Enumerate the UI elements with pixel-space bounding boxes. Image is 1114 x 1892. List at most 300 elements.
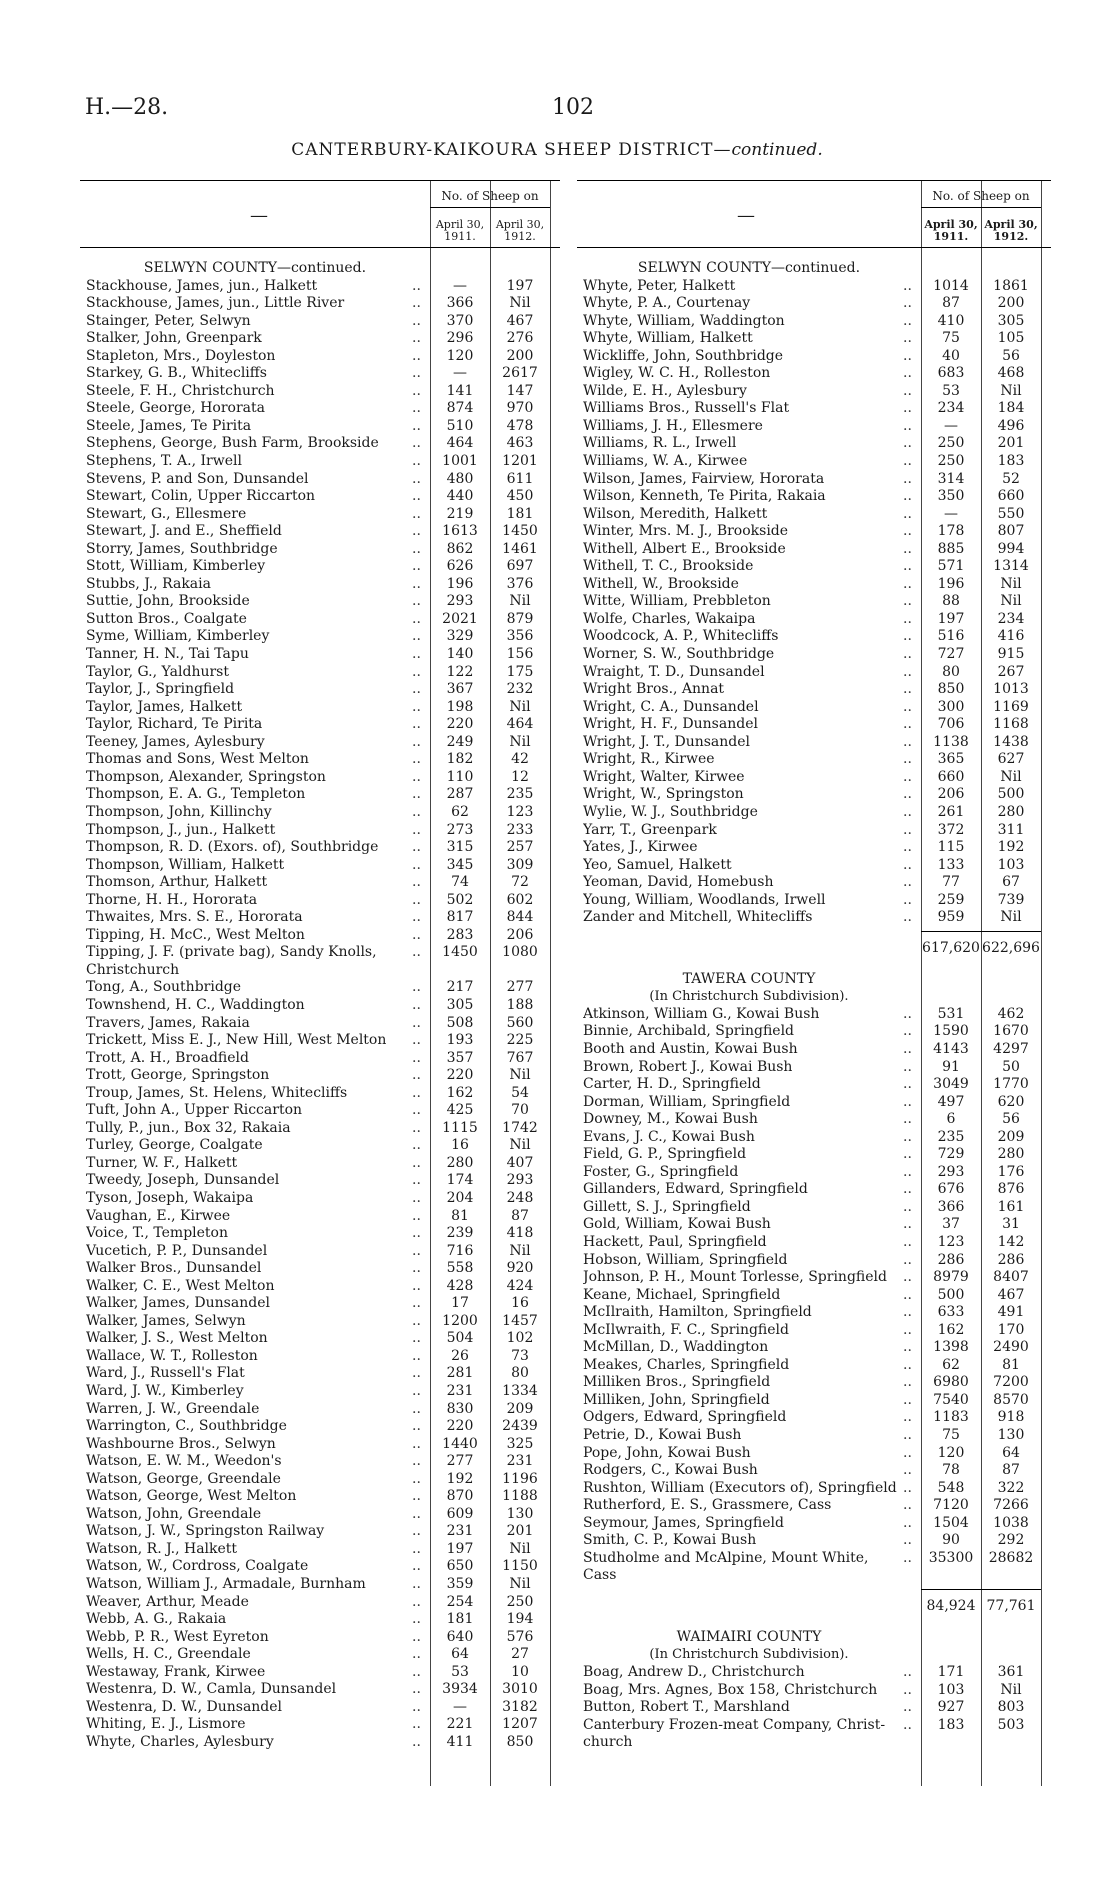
value-1911: 120 xyxy=(446,347,474,364)
leader-dots: .. xyxy=(903,1146,912,1163)
leader-dots: .. xyxy=(903,1321,912,1338)
entry-name: Wright, J. T., Dunsandel xyxy=(583,733,751,750)
value-1911: 571 xyxy=(937,558,965,575)
table-row xyxy=(80,1436,560,1454)
leader-dots: .. xyxy=(412,1312,421,1329)
value-1911: 508 xyxy=(446,1014,474,1031)
value-1912: 462 xyxy=(997,1005,1025,1022)
table-row xyxy=(80,1611,560,1629)
entry-name: Wylie, W. J., Southbridge xyxy=(583,803,758,820)
entry-name: Watson, William J., Armadale, Burnham xyxy=(86,1576,366,1593)
value-1912: 54 xyxy=(511,1084,529,1101)
value-1911: 296 xyxy=(446,330,474,347)
value-1912: 197 xyxy=(506,277,534,294)
value-1911: 4143 xyxy=(933,1040,969,1057)
entry-name: Tyson, Joseph, Wakaipa xyxy=(86,1189,254,1206)
leader-dots: .. xyxy=(412,1646,421,1663)
leader-dots: .. xyxy=(412,698,421,715)
entry-name: Thompson, R. D. (Exors. of), Southbridge xyxy=(86,839,379,856)
value-1911: 410 xyxy=(937,312,965,329)
right-column-header xyxy=(577,181,1051,248)
entry-name: Webb, A. G., Rakaia xyxy=(86,1611,227,1628)
leader-dots: .. xyxy=(412,803,421,820)
value-1912: Nil xyxy=(1000,575,1022,592)
value-1912: 81 xyxy=(1002,1356,1020,1373)
entry-name: Whyte, P. A., Courtenay xyxy=(583,295,751,312)
leader-dots: .. xyxy=(412,1154,421,1171)
value-1912: 602 xyxy=(506,891,534,908)
total-rule xyxy=(921,931,1041,932)
value-1911: 174 xyxy=(446,1172,474,1189)
table-row xyxy=(80,664,560,682)
leader-dots: .. xyxy=(903,435,912,452)
value-1912: 467 xyxy=(506,312,534,329)
value-1912: Nil xyxy=(1000,382,1022,399)
col-1912-header: April 30, 1912. xyxy=(495,218,545,243)
value-1912: 2617 xyxy=(502,365,538,382)
leader-dots: .. xyxy=(412,944,421,961)
table-row xyxy=(80,365,560,383)
value-1912: 1770 xyxy=(993,1076,1029,1093)
table-row xyxy=(577,1374,1051,1392)
value-1911: 315 xyxy=(446,839,474,856)
leader-dots: .. xyxy=(903,839,912,856)
table-row xyxy=(80,1348,560,1366)
value-1911: 120 xyxy=(937,1444,965,1461)
table-row xyxy=(80,979,560,997)
value-1911: 370 xyxy=(446,312,474,329)
table-row xyxy=(577,1497,1051,1515)
table-row xyxy=(577,1199,1051,1217)
value-1912: 234 xyxy=(997,610,1025,627)
value-1911: 425 xyxy=(446,1102,474,1119)
table-row xyxy=(80,909,560,927)
entry-name: Stephens, George, Bush Farm, Brookside xyxy=(86,435,379,452)
leader-dots: .. xyxy=(903,1339,912,1356)
table-row xyxy=(80,699,560,717)
leader-dots: .. xyxy=(412,1260,421,1277)
value-1911: 650 xyxy=(446,1558,474,1575)
value-1912: 130 xyxy=(506,1505,534,1522)
leader-dots: .. xyxy=(903,1058,912,1075)
table-row xyxy=(80,576,560,594)
table-row xyxy=(80,646,560,664)
value-1912: 175 xyxy=(506,663,534,680)
value-1911: 75 xyxy=(942,1427,960,1443)
entry-name: Trickett, Miss E. J., New Hill, West Melton xyxy=(86,1032,387,1049)
leader-dots: .. xyxy=(412,558,421,575)
leader-dots: .. xyxy=(412,1418,421,1435)
entry-name: Wilson, James, Fairview, Hororata xyxy=(583,470,825,487)
value-1911: 62 xyxy=(942,1356,960,1373)
leader-dots: .. xyxy=(412,1102,421,1119)
table-row xyxy=(577,330,1051,348)
leader-dots: .. xyxy=(903,1681,912,1698)
entry-name: Whyte, William, Waddington xyxy=(583,312,785,329)
value-1912: 1314 xyxy=(993,558,1029,575)
leader-dots: .. xyxy=(903,1699,912,1716)
entry-name: Brown, Robert J., Kowai Bush xyxy=(583,1058,793,1075)
table-row xyxy=(577,471,1051,489)
entry-name: Townshend, H. C., Waddington xyxy=(86,996,305,1013)
table-row xyxy=(577,646,1051,664)
table-row xyxy=(577,523,1051,541)
value-1912: Nil xyxy=(509,1137,531,1154)
value-1912: 1861 xyxy=(993,277,1029,294)
entry-name: Cass xyxy=(583,1567,617,1584)
value-1912: 102 xyxy=(506,1330,534,1347)
entry-name: Thomson, Arthur, Halkett xyxy=(86,874,268,891)
entry-name: Johnson, P. H., Mount Torlesse, Springfield xyxy=(583,1269,887,1286)
value-1911: 365 xyxy=(937,751,965,768)
table-row xyxy=(577,628,1051,646)
leader-dots: .. xyxy=(412,751,421,768)
value-1911: 123 xyxy=(937,1233,965,1250)
leader-dots: .. xyxy=(412,1032,421,1049)
value-1912: 280 xyxy=(997,1146,1025,1163)
leader-dots: .. xyxy=(412,1383,421,1399)
county-total-row xyxy=(577,927,1051,957)
value-1911: 1440 xyxy=(442,1435,478,1452)
value-1911: 676 xyxy=(937,1181,965,1198)
table-row xyxy=(577,716,1051,734)
leader-dots: .. xyxy=(903,1163,912,1180)
entry-name: Meakes, Charles, Springfield xyxy=(583,1356,790,1373)
table-row xyxy=(80,822,560,840)
value-1911: 366 xyxy=(937,1198,965,1215)
entry-name: Troup, James, St. Helens, Whitecliffs xyxy=(86,1084,348,1101)
entry-name: Vucetich, P. P., Dunsandel xyxy=(86,1242,268,1259)
table-row xyxy=(80,278,560,296)
value-1912: 620 xyxy=(997,1093,1025,1110)
table-row xyxy=(80,295,560,313)
value-1911: 206 xyxy=(937,786,965,803)
entry-name: Winter, Mrs. M. J., Brookside xyxy=(583,523,789,540)
entry-name: Stott, William, Kimberley xyxy=(86,558,266,575)
leader-dots: .. xyxy=(412,1505,421,1522)
value-1912: 201 xyxy=(997,435,1025,452)
table-row xyxy=(80,1401,560,1419)
value-1911: 1183 xyxy=(933,1409,969,1426)
value-1912: 1188 xyxy=(502,1488,538,1505)
value-1912: 27 xyxy=(511,1646,529,1663)
entry-name: Whiting, E. J., Lismore xyxy=(86,1716,246,1733)
leader-dots: .. xyxy=(903,821,912,838)
table-row xyxy=(577,1304,1051,1322)
leader-dots: .. xyxy=(412,400,421,417)
leader-dots: .. xyxy=(412,1277,421,1294)
table-row xyxy=(80,506,560,524)
leader-dots: .. xyxy=(903,1093,912,1110)
value-1911: 280 xyxy=(446,1154,474,1171)
table-row xyxy=(577,541,1051,559)
leader-dots: .. xyxy=(412,312,421,329)
value-1912: Nil xyxy=(509,1067,531,1084)
value-1912: 807 xyxy=(997,523,1025,540)
value-1912: 181 xyxy=(506,505,534,522)
value-1912: 161 xyxy=(997,1198,1025,1215)
leader-dots: .. xyxy=(903,1286,912,1303)
table-row xyxy=(80,593,560,611)
table-row xyxy=(80,769,560,787)
value-1911: 141 xyxy=(446,382,474,399)
leader-dots: .. xyxy=(412,646,421,663)
table-row xyxy=(80,1681,560,1699)
table-row xyxy=(80,1208,560,1226)
table-row xyxy=(80,1664,560,1682)
value-1911: 26 xyxy=(451,1347,469,1364)
value-1911: 870 xyxy=(446,1488,474,1505)
entry-name: Watson, E. W. M., Weedon's xyxy=(86,1453,282,1470)
entry-name: Boag, Mrs. Agnes, Box 158, Christchurch xyxy=(583,1681,878,1698)
value-1911: 502 xyxy=(446,891,474,908)
entry-name: Steele, F. H., Christchurch xyxy=(86,382,275,399)
value-1911: 220 xyxy=(446,1067,474,1084)
county-subtitle: (In Christchurch Subdivision). xyxy=(649,989,849,1005)
table-row xyxy=(80,1629,560,1647)
value-1912: 311 xyxy=(997,821,1025,838)
value-1911: 77 xyxy=(942,874,960,891)
leader-dots: .. xyxy=(412,1119,421,1136)
entry-name: Studholme and McAlpine, Mount White, xyxy=(583,1549,869,1566)
value-1911: 531 xyxy=(937,1005,965,1022)
value-1912: 105 xyxy=(997,330,1025,347)
entry-name: Woodcock, A. P., Whitecliffs xyxy=(583,628,779,645)
table-row xyxy=(80,1734,560,1752)
value-1911: 204 xyxy=(446,1189,474,1206)
value-1911: 249 xyxy=(446,733,474,750)
table-row xyxy=(80,1172,560,1190)
leader-dots: .. xyxy=(412,470,421,487)
leader-dots: .. xyxy=(903,1269,912,1286)
value-1912: 130 xyxy=(997,1427,1025,1443)
entry-name: Westenra, D. W., Dunsandel xyxy=(86,1698,283,1715)
value-1912: 309 xyxy=(506,856,534,873)
value-1911: — xyxy=(453,365,467,382)
value-1911: 192 xyxy=(446,1470,474,1487)
total-1911: 617,620 xyxy=(922,939,980,956)
entry-name: Taylor, James, Halkett xyxy=(86,698,243,715)
leader-dots: .. xyxy=(903,610,912,627)
value-1911: 1014 xyxy=(933,277,969,294)
value-1912: 560 xyxy=(506,1014,534,1031)
value-1912: 1450 xyxy=(502,523,538,540)
table-row xyxy=(577,1023,1051,1041)
value-1912: 103 xyxy=(997,856,1025,873)
entry-name: Starkey, G. B., Whitecliffs xyxy=(86,365,267,382)
entry-name: Wilson, Meredith, Halkett xyxy=(583,505,768,522)
entry-name: church xyxy=(583,1734,633,1751)
leader-dots: .. xyxy=(412,1663,421,1680)
entry-name: Foster, G., Springfield xyxy=(583,1163,739,1180)
value-1912: 478 xyxy=(506,417,534,434)
value-1911: 287 xyxy=(446,786,474,803)
entry-name: Yarr, T., Greenpark xyxy=(583,821,717,838)
value-1911: 53 xyxy=(942,382,960,399)
value-1911: 510 xyxy=(446,417,474,434)
table-row xyxy=(80,1085,560,1103)
value-1911: 87 xyxy=(942,295,960,312)
entry-name: Tully, P., jun., Box 32, Rakaia xyxy=(86,1119,291,1136)
value-1911: 609 xyxy=(446,1505,474,1522)
leader-dots: .. xyxy=(412,1576,421,1593)
table-row xyxy=(577,751,1051,769)
value-1912: 8570 xyxy=(993,1391,1029,1408)
entry-name: Wright, R., Kirwee xyxy=(583,751,715,768)
value-1912: 232 xyxy=(506,681,534,698)
table-row xyxy=(577,1181,1051,1199)
table-row xyxy=(80,1453,560,1471)
leader-dots: .. xyxy=(412,453,421,470)
total-1912: 77,761 xyxy=(986,1597,1036,1614)
table-row xyxy=(577,1409,1051,1427)
leader-dots: .. xyxy=(412,1558,421,1575)
value-1911: 103 xyxy=(937,1681,965,1698)
value-1911: 182 xyxy=(446,751,474,768)
table-row xyxy=(80,1243,560,1261)
value-1912: 356 xyxy=(506,628,534,645)
table-row xyxy=(577,313,1051,331)
right-rows xyxy=(577,278,1051,1752)
leader-dots: .. xyxy=(412,1242,421,1259)
value-1911: 3049 xyxy=(933,1076,969,1093)
table-row xyxy=(80,1155,560,1173)
table-row xyxy=(577,786,1051,804)
value-1912: 361 xyxy=(997,1664,1025,1681)
table-row xyxy=(577,558,1051,576)
value-1912: 206 xyxy=(506,926,534,943)
entry-name: Wilson, Kenneth, Te Pirita, Rakaia xyxy=(583,488,826,505)
entry-name: Odgers, Edward, Springfield xyxy=(583,1409,787,1426)
leader-dots: .. xyxy=(903,786,912,803)
entry-name: Hobson, William, Springfield xyxy=(583,1251,788,1268)
entry-name: Pope, John, Kowai Bush xyxy=(583,1444,751,1461)
value-1912: 660 xyxy=(997,488,1025,505)
table-row xyxy=(80,1646,560,1664)
entry-name: Westenra, D. W., Camla, Dunsandel xyxy=(86,1681,337,1698)
value-1912: 418 xyxy=(506,1225,534,1242)
value-1912: 231 xyxy=(506,1453,534,1470)
value-1911: 706 xyxy=(937,716,965,733)
leader-dots: .. xyxy=(903,1462,912,1479)
leader-dots: .. xyxy=(412,1067,421,1084)
table-row xyxy=(80,1137,560,1155)
table-row xyxy=(80,1541,560,1559)
table-row xyxy=(80,541,560,559)
table-row xyxy=(80,1471,560,1489)
entry-name: McMillan, D., Waddington xyxy=(583,1339,769,1356)
value-1912: 1196 xyxy=(502,1470,538,1487)
leader-dots: .. xyxy=(412,733,421,750)
leader-dots: .. xyxy=(412,1347,421,1364)
section-heading: SELWYN COUNTY—continued. xyxy=(143,260,367,276)
entry-name: Christchurch xyxy=(86,961,180,978)
value-1912: 8407 xyxy=(993,1269,1029,1286)
value-1912: 424 xyxy=(506,1277,534,1294)
leader-dots: .. xyxy=(903,277,912,294)
table-row xyxy=(577,611,1051,629)
entry-name: Thompson, Alexander, Springston xyxy=(86,768,326,785)
leader-dots: .. xyxy=(412,856,421,873)
entry-name: Yates, J., Kirwee xyxy=(583,839,698,856)
value-1911: 345 xyxy=(446,856,474,873)
value-1912: 10 xyxy=(511,1663,529,1680)
entry-name: Watson, George, Greendale xyxy=(86,1470,281,1487)
value-1912: 767 xyxy=(506,1049,534,1066)
value-1911: 1138 xyxy=(933,733,969,750)
leader-dots: .. xyxy=(412,610,421,627)
entry-name: Wright, Walter, Kirwee xyxy=(583,768,745,785)
table-row xyxy=(577,804,1051,822)
value-1911: 122 xyxy=(446,663,474,680)
value-1912: 56 xyxy=(1002,347,1020,364)
value-1912: 176 xyxy=(997,1163,1025,1180)
table-row xyxy=(80,734,560,752)
value-1912: 920 xyxy=(506,1260,534,1277)
value-1911: 727 xyxy=(937,646,965,663)
table-row xyxy=(577,365,1051,383)
value-1912: 56 xyxy=(1002,1111,1020,1128)
entry-name: Weaver, Arthur, Meade xyxy=(86,1593,249,1610)
title-main: CANTERBURY-KAIKOURA SHEEP DISTRICT— xyxy=(291,140,732,160)
value-1912: 142 xyxy=(997,1233,1025,1250)
value-1911: 110 xyxy=(446,768,474,785)
leader-dots: .. xyxy=(903,856,912,873)
value-1911: 261 xyxy=(937,803,965,820)
value-1911: 1001 xyxy=(442,453,478,470)
value-1912: 2439 xyxy=(502,1418,538,1435)
leader-dots: .. xyxy=(903,1251,912,1268)
value-1912: 879 xyxy=(506,610,534,627)
right-table xyxy=(577,180,1051,1786)
value-1911: 178 xyxy=(937,523,965,540)
leader-dots: .. xyxy=(412,1137,421,1154)
leader-dots: .. xyxy=(903,400,912,417)
value-1912: 1038 xyxy=(993,1514,1029,1531)
entry-name: Storry, James, Southbridge xyxy=(86,540,278,557)
value-1911: 850 xyxy=(937,681,965,698)
value-1912: 31 xyxy=(1002,1216,1020,1233)
table-row xyxy=(577,1357,1051,1375)
entry-name: Stephens, T. A., Irwell xyxy=(86,453,242,470)
table-row xyxy=(577,1006,1051,1024)
value-1912: 184 xyxy=(997,400,1025,417)
value-1911: 874 xyxy=(446,400,474,417)
value-1911: — xyxy=(453,1698,467,1715)
value-1912: 123 xyxy=(506,803,534,820)
value-1911: 3934 xyxy=(442,1681,478,1698)
value-1911: 7120 xyxy=(933,1497,969,1514)
value-1912: 467 xyxy=(997,1286,1025,1303)
entry-name: Rodgers, C., Kowai Bush xyxy=(583,1462,758,1479)
value-1912: Nil xyxy=(509,1540,531,1557)
leader-dots: .. xyxy=(903,382,912,399)
value-1912: 257 xyxy=(506,839,534,856)
leader-dots: .. xyxy=(903,295,912,312)
table-row xyxy=(577,1532,1051,1550)
value-1912: 739 xyxy=(997,891,1025,908)
leader-dots: .. xyxy=(412,821,421,838)
value-1912: Nil xyxy=(1000,593,1022,610)
value-1911: 366 xyxy=(446,295,474,312)
value-1912: 918 xyxy=(997,1409,1025,1426)
entry-name: Stackhouse, James, jun., Little River xyxy=(86,295,345,312)
leader-dots: .. xyxy=(903,540,912,557)
value-1911: 254 xyxy=(446,1593,474,1610)
value-1912: 803 xyxy=(997,1699,1025,1716)
value-1911: 221 xyxy=(446,1716,474,1733)
value-1911: 286 xyxy=(937,1251,965,1268)
